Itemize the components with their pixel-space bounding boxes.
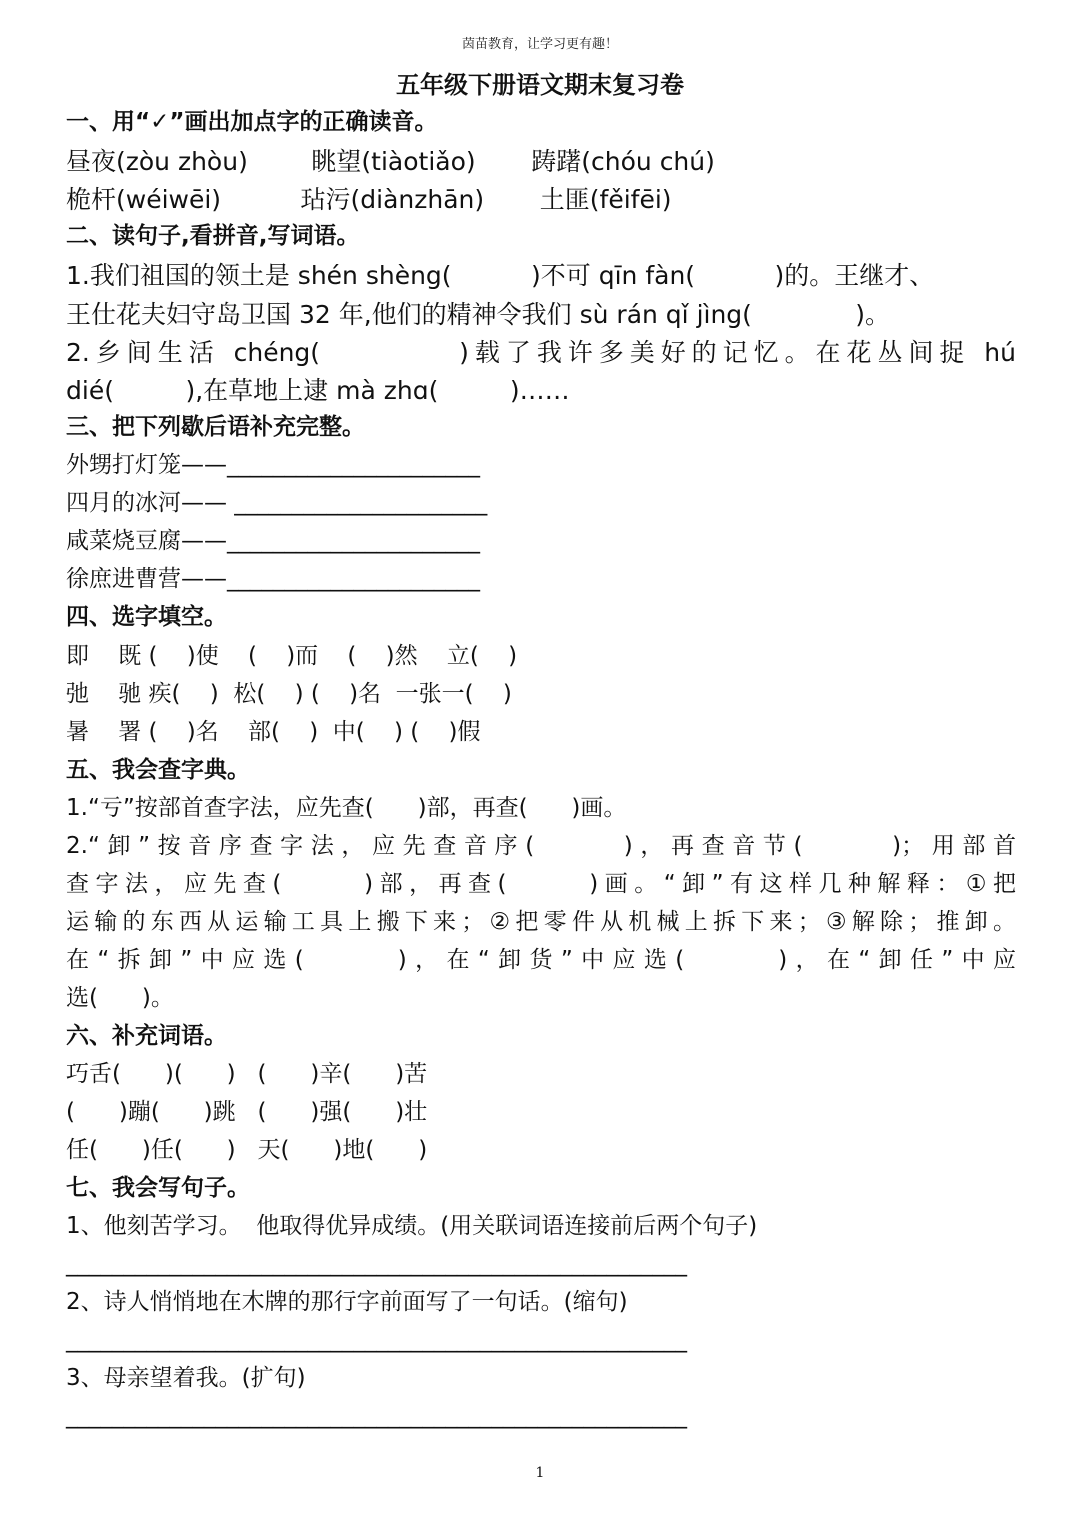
page-header: 茵苗教育，让学习更有趣！: [461, 37, 618, 52]
s7-answer-line-1[interactable]: ______________________________________________________: [66, 1251, 687, 1277]
s1-row-2: 桅杆(wéiwēi) 玷污(diànzhān) 土匪(fěifēi): [66, 185, 672, 214]
section-5-heading: 五、我会查字典。: [66, 757, 250, 783]
s2-line-1: 1.我们祖国的领土是 shén shèng( )不可 qīn fàn( )的。王继才、: [66, 261, 935, 290]
s6-row-2: ( )蹦( )跳 ( )强( )壮: [66, 1099, 428, 1125]
s4-row-2: 弛 驰 疾( ) 松( ) ( )名 一张一( ): [66, 681, 512, 707]
s5-line-3: 查字法，应先查( )部，再查( )画。“卸”有这样几种解释：①把: [66, 871, 1016, 897]
section-3-heading: 三、把下列歇后语补充完整。: [66, 414, 365, 440]
s7-answer-line-2[interactable]: ______________________________________________________: [66, 1327, 687, 1353]
s7-question-2: 2、诗人悄悄地在木牌的那行字前面写了一句话。(缩句): [66, 1289, 628, 1315]
page-title: 五年级下册语文期末复习卷: [396, 71, 684, 99]
section-2-heading: 二、读句子,看拼音,写词语。: [66, 223, 360, 249]
s5-line-4: 运输的东西从运输工具上搬下来；②把零件从机械上拆下来；③解除；推卸。: [66, 909, 1016, 935]
section-7-heading: 七、我会写句子。: [66, 1175, 250, 1201]
s2-line-4: dié( ),在草地上逮 mà zhɑ( )……: [66, 376, 570, 405]
s3-item-3: 咸菜烧豆腐——______________________: [66, 528, 480, 554]
s5-line-5: 在“拆卸”中应选( )，在“卸货”中应选( )，在“卸任”中应: [66, 947, 1016, 973]
s3-item-1: 外甥打灯笼——______________________: [66, 452, 480, 478]
s4-row-1: 即 既 ( )使 ( )而 ( )然 立( ): [66, 643, 518, 669]
s7-question-3: 3、母亲望着我。(扩句): [66, 1365, 306, 1391]
section-4-heading: 四、选字填空。: [66, 604, 227, 630]
s5-line-6: 选( )。: [66, 985, 174, 1011]
s6-row-3: 任( )任( ) 天( )地( ): [66, 1137, 428, 1163]
s7-answer-line-3[interactable]: ______________________________________________________: [66, 1403, 687, 1429]
s2-line-2: 王仕花夫妇守岛卫国 32 年,他们的精神令我们 sù rán qǐ jìng( )。: [66, 300, 890, 329]
s4-row-3: 暑 署 ( )名 部( ) 中( ) ( )假: [66, 719, 481, 745]
s5-line-2: 2.“卸”按音序查字法，应先查音序( )，再查音节( )；用部首: [66, 833, 1016, 859]
section-6-heading: 六、补充词语。: [66, 1023, 227, 1049]
s5-line-1: 1.“亏”按部首查字法，应先查( )部，再查( )画。: [66, 795, 627, 821]
s6-row-1: 巧舌( )( ) ( )辛( )苦: [66, 1061, 428, 1087]
s3-item-4: 徐庶进曹营——______________________: [66, 566, 480, 592]
page-number: 1: [535, 1465, 545, 1481]
section-1-heading: 一、用“✓”画出加点字的正确读音。: [66, 109, 438, 135]
s2-line-3: 2.乡间生活 chéng( )载了我许多美好的记忆。在花丛间捉 hú: [66, 338, 1016, 367]
s3-item-2: 四月的冰河—— ______________________: [66, 490, 488, 516]
s7-question-1: 1、他刻苦学习。 他取得优异成绩。(用关联词语连接前后两个句子): [66, 1213, 758, 1239]
s1-row-1: 昼夜(zòu zhòu) 眺望(tiàotiǎo) 踌躇(chóu chú): [66, 147, 715, 176]
